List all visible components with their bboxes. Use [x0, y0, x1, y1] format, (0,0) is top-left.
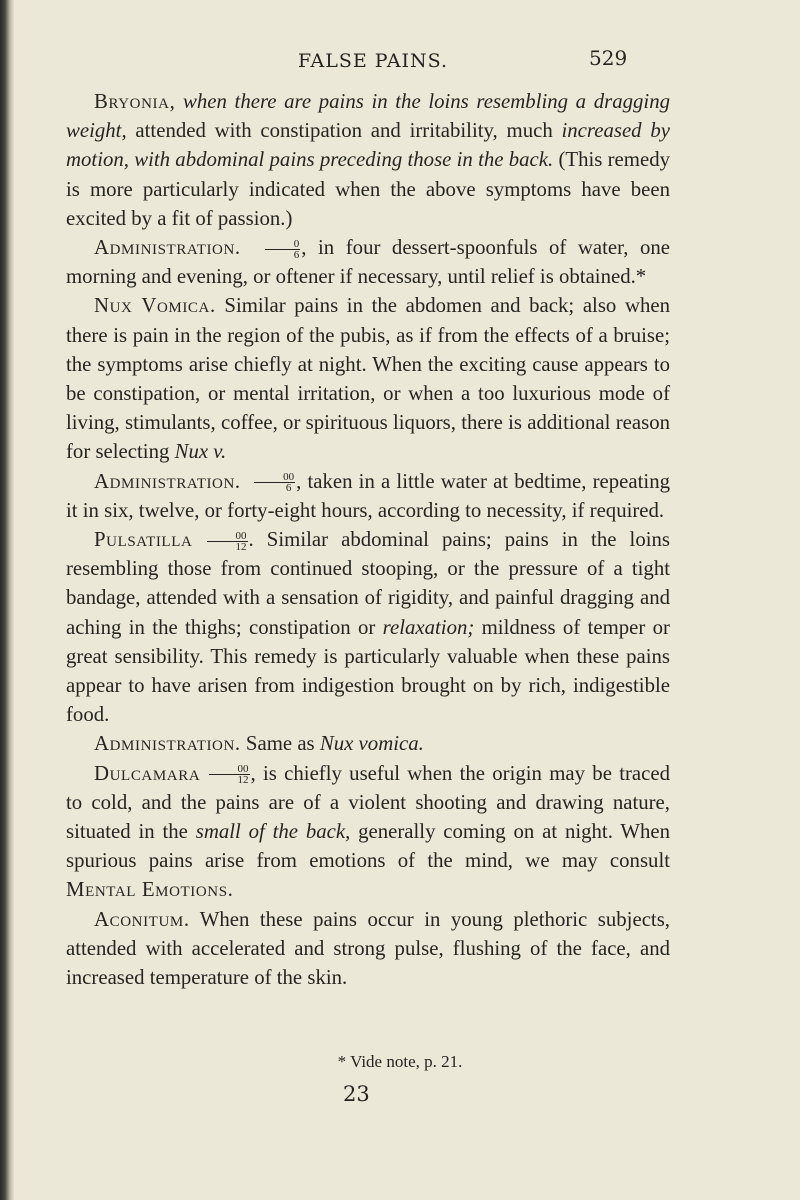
dose-fraction [254, 472, 295, 493]
running-title: FALSE PAINS. [298, 50, 449, 72]
footnote: * Vide note, p. 21. [337, 1052, 463, 1071]
paragraph-text: Same as [240, 732, 320, 756]
paragraph-text: Similar pains in the abdomen and back; also when there is pain in the region of the pubis, as if from the effects of a bruise; the symptoms arise chiefly at night. When the exciting cause appears to be constipation, or mental irritation, or when a too luxurious mode of living, stimulants, coffee, or spirituous liquors, there is additional reason for selecting [66, 294, 670, 464]
administration-label: Administration. [94, 469, 241, 493]
paragraph-administration [66, 233, 670, 291]
paragraph-text: generally coming on at night. When spurious pains arise from emotions of the mind, we may consult [66, 820, 670, 873]
cross-reference: Mental Emotions. [66, 878, 234, 902]
italic-text: relaxation; [382, 615, 475, 639]
paragraph-text: , taken in a little water at bedtime, repeating it in six, twelve, or forty-eight hours, according to necessity, if required. [66, 469, 670, 522]
remedy-name: Nux Vomica. [94, 294, 216, 318]
dose-fraction [207, 531, 248, 552]
paragraph-aconitum [66, 905, 670, 993]
dose-fraction [265, 239, 301, 260]
fraction-numerator: 00 [207, 531, 248, 542]
italic-text: when there are pains in the loins resembling a dragging weight, [66, 90, 670, 143]
paragraph-administration [66, 467, 670, 525]
paragraph-text: , is chiefly useful when the origin may be traced to cold, and the pains are of a violent shooting and drawing nature, situated in the [66, 761, 670, 844]
italic-text: small of the back, [195, 820, 351, 844]
fraction-denominator: 12 [237, 774, 249, 787]
paragraph-text: . Similar abdominal pains; pains in the loins resembling those from continued stooping, or the pressure of a tight bandage, attended with a sensation of rigidity, and painful dragging and aching in the thighs; constipation or [66, 528, 670, 639]
fraction-numerator: 00 [209, 764, 250, 775]
fraction-numerator: 0 [265, 239, 301, 250]
paragraph-nux-vomica [66, 291, 670, 466]
paragraph-pulsatilla [66, 525, 670, 729]
fraction-denominator: 12 [235, 540, 247, 553]
binding-shadow [0, 0, 14, 1200]
page-number: 529 [589, 46, 628, 70]
body-text [66, 87, 670, 992]
italic-text: Nux v. [174, 440, 227, 464]
paragraph-dulcamara [66, 759, 670, 905]
italic-text: Nux vomica. [319, 732, 424, 756]
fraction-denominator: 6 [285, 482, 292, 495]
remedy-name: Aconitum. [94, 907, 190, 931]
remedy-name: Dulcamara [94, 761, 201, 785]
paragraph-text: (This remedy is more particularly indicated when the above symptoms have been excited by a fit of passion.) [66, 148, 670, 230]
paragraph-text: When these pains occur in young plethoric subjects, attended with accelerated and strong pulse, flushing of the face, and increased temperature of the skin. [66, 907, 670, 990]
dose-fraction [209, 764, 250, 785]
paragraph-bryonia [66, 87, 670, 233]
fraction-numerator: 00 [254, 472, 295, 483]
page-header [0, 46, 800, 80]
italic-text: increased by motion, with abdominal pains preceding those in the back. [66, 119, 670, 172]
administration-label: Administration. [94, 732, 241, 756]
paragraph-text: , in four dessert-spoonfuls of water, one morning and evening, or oftener if necessary, until relief is obtained.* [66, 236, 670, 289]
remedy-name: Pulsatilla [94, 528, 193, 552]
fraction-denominator: 6 [293, 248, 300, 261]
paragraph-text: mildness of temper or great sensibility. This remedy is particularly valuable when these pains appear to have arisen from indigestion brought on by rich, indigestible food. [66, 615, 670, 727]
administration-label: Administration. [94, 236, 241, 260]
signature-mark: 23 [343, 1082, 370, 1106]
remedy-name: Bryonia, [94, 90, 176, 113]
paragraph-text: attended with constipation and irritability, much [126, 119, 562, 143]
paragraph-administration [66, 729, 670, 758]
